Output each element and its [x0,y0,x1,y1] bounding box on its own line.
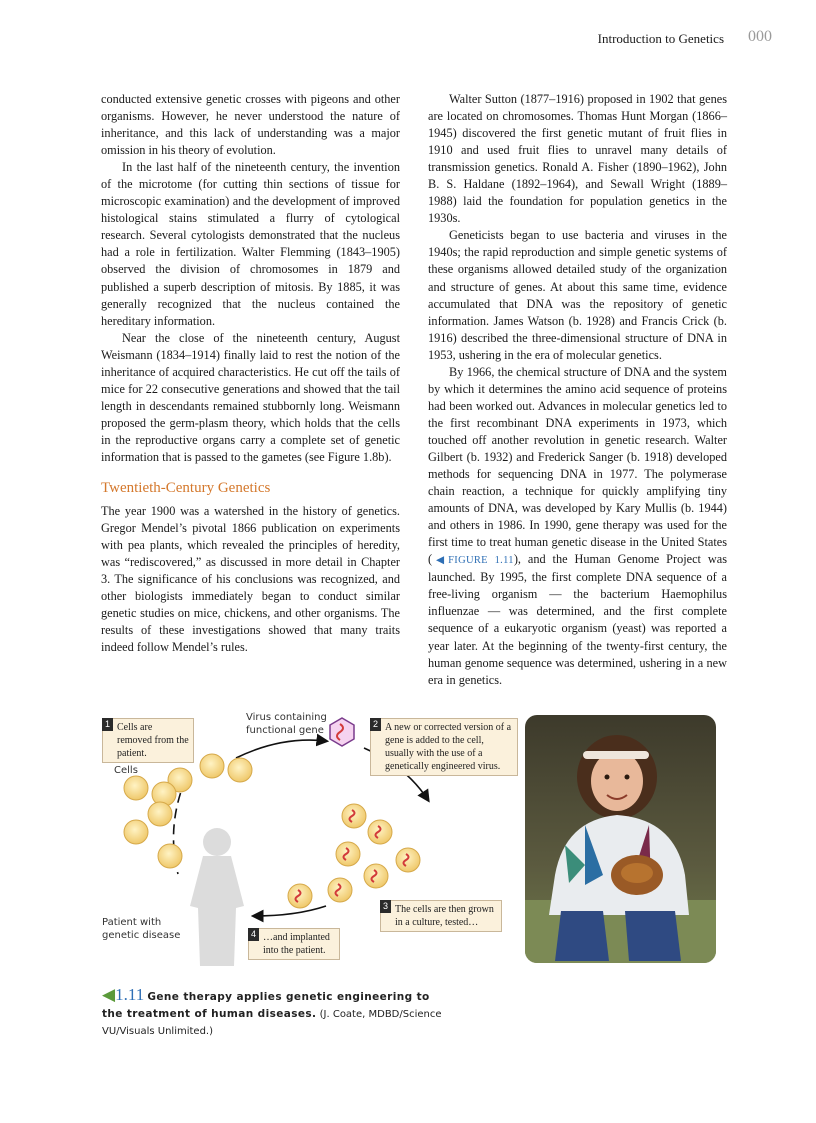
left-column [101,91,400,656]
step-text: Cells are removed from the patient. [117,722,189,759]
caption-title: Gene therapy applies genetic engineering to the treatment of human diseases. [102,991,430,1020]
step-text: …and implanted into the patient. [263,932,330,956]
step-number: 4 [248,928,259,941]
paragraph-text: By 1966, the chemical structure of DNA and the system by which it determines the amino acid sequence of proteins had been worked out. Advances in molecular genetics led to the first recombinant DNA experiments in 1973, which touched off another revolution in genetic research. Walter Gilbert (b. 1932) and Frederick Sanger (b. 1918) developed methods for sequencing DNA in 1977. The polymerase chain reaction, a technique for quickly amplifying tiny amounts of DNA, was developed by Kary Mullis (b. 1944) and others in 1986. In 1990, gene therapy was used for the first time to treat human genetic disease in the United States ( [428,364,727,567]
modified-cells [288,804,420,908]
figure-reference-text: FIGURE 1.11 [448,555,514,567]
figure-reference-link[interactable]: ◀FIGURE 1.11 [432,555,514,567]
running-head: Introduction to Genetics [597,31,724,46]
step-number: 2 [370,718,381,731]
patient-photo-illustration [525,715,716,963]
paragraph: Near the close of the nineteenth century, August Weismann (1834–1914) finally laid to rest the notion of the inheritance of acquired characteristics. He cut off the tails of mice for 22 consecutive generations and showed that the tail length in descendants remained stubbornly long. Weismann proposed the germ-plasm theory, which holds that the cells in the reproductive organs carry a complete set of genetic information that is passed to the gametes (see Figure 1.8b). [101,330,400,464]
modified-cell [328,878,352,902]
cell [200,754,224,778]
step-text: A new or corrected version of a gene is added to the cell, usually with the use of a genetically engineered virus. [385,722,512,772]
cell [228,758,252,782]
paragraph: Geneticists began to use bacteria and viruses in the 1940s; the rapid reproduction and simple genetic systems of these organisms allowed detailed study of the organization and structure of genes. At about this same time, evidence accumulated that DNA was the repository of genetic information. James Watson (b. 1928) and Francis Crick (b. 1916) described the three-dimensional structure of DNA in 1953, ushering in the era of molecular genetics. [428,228,727,362]
paragraph: In the last half of the nineteenth century, the invention of the microtome (for cutting thin sections of tissue for microscopic examination) and the development of improved histological stains stimulated a flurry of cytological research. Several cytologists demonstrated that the nucleus had a role in fertilization. Walter Flemming (1843–1905) observed the division of chromosomes in 1879 and published a superb description of mitosis. By 1885, it was generally recognized that the nucleus contained the hereditary information. [101,160,400,328]
modified-cell [336,842,360,866]
page-number: 000 [748,28,772,45]
arrow-to-patient [254,906,326,916]
patient-photo [525,715,716,963]
paragraph: The year 1900 was a watershed in the history of genetics. Gregor Mendel’s pivotal 1866 publication on experiments with pea plants, which revealed the principles of heredity, was “rediscovered,” as discussed in more detail in Chapter 3. The significance of his conclusions was recognized, and other biologists immediately began to conduct similar genetic studies on mice, chickens, and other organisms. The results of these investigations showed that many traits indeed follow Mendel’s rules. [101,504,400,655]
modified-cell [368,820,392,844]
caption-marker-icon: ◀ [102,985,116,1004]
cell [158,844,182,868]
step-1-callout [102,718,194,763]
modified-cell [364,864,388,888]
virus-icon [330,718,354,746]
cell [148,802,172,826]
paragraph-text: ), and the Human Genome Project was launched. By 1995, the first complete DNA sequence of a free-living organism — the bacterium Haemophilus influenzae — was determined, and the first complete sequence of a eukaryotic organism (yeast) was reported a year later. At the beginning of the twenty-first century, the human genome sequence was determined, ushering in a new era in genetics. [428,552,727,687]
step-number: 1 [102,718,113,731]
removed-cells [124,754,252,868]
caption-credit: (J. Coate, MDBD/Science VU/Visuals Unlimited.) [102,1009,442,1037]
cells-label: Cells [114,765,138,776]
section-heading: Twentieth-Century Genetics [101,480,271,497]
step-text: The cells are then grown in a culture, tested… [395,904,494,928]
caption-number: 1.11 [115,985,145,1004]
patient-silhouette [190,828,244,966]
modified-cell [288,884,312,908]
virus-label: Virus containing functional gene [246,712,327,736]
modified-cell [342,804,366,828]
arrow-to-virus [236,740,326,758]
figure-caption [102,986,452,1040]
paragraph: Walter Sutton (1877–1916) proposed in 1902 that genes are located on chromosomes. Thomas Hunt Morgan (1866–1945) discovered the first genetic mutant of fruit flies in 1910 and used fruit flies to unravel many details of transmission genetics. Ronald A. Fisher (1890–1962), John B. S. Haldane (1892–1964), and Sewall Wright (1889–1988) laid the foundation for population genetics in the 1930s. [428,92,727,226]
modified-cell [396,848,420,872]
step-3-callout [380,900,502,932]
paragraph [428,364,727,689]
cell [124,820,148,844]
cell [124,776,148,800]
right-column [428,91,727,689]
step-2-callout [370,718,518,776]
paragraph: conducted extensive genetic crosses with pigeons and other organisms. However, he never understood the nature of inheritance, and this lack of understanding was a major omission in his theory of evolution. [101,92,400,158]
step-4-callout [248,928,340,960]
page-header [0,29,816,49]
patient-label: Patient with genetic disease [102,917,181,941]
step-number: 3 [380,900,391,913]
